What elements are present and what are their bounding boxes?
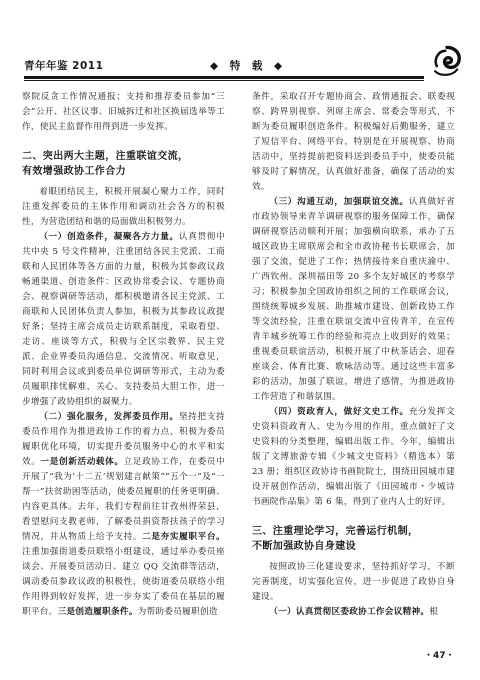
left-column (22, 90, 225, 620)
subheading: （四）资政育人，做好文史工作。 (269, 407, 409, 417)
section-heading-2: 二、突出两大主题，注重联谊交流， 有效增强政协工作合力 (22, 151, 189, 177)
paragraph: 条件，采取召开专题协商会、政情通报会、联委视察、跨界别视察、列席主席会、常委会等形式，不断为委员履职创造条件。积极编好后勤服务，建立了短信平台、网络平台，特别是在开展视察、协商活动中，坚持提前把资料送到委员手中，使委员能够及时了解情况，认真做好准备，确保了活动的实效。 (252, 92, 455, 192)
paragraph: 着眼团结民主，积极开展凝心聚力工作，同时注重发挥委员的主体作用和调动社会各方的积极性，为营造团结和谐的局面做出积极努力。 (22, 187, 225, 227)
subheading: （一）创造条件，凝聚各方力量。 (39, 232, 179, 242)
paragraph: （四）资政育人，做好文史工作。充分发挥文史资料资政育人、史为今用的作用，重点做好了文史资料的分类整理，编辑出版工作。今年，编辑出版了文博旅游专辑《少城文史资料》（精选本）第 23 册；组织区政协诗书画院院士，围绕田园城市建设开展创作活动，编辑出版了《田园城市・少城诗书画院作品集》第 6 集，得到了业内人士的好评。 (252, 407, 455, 507)
section-title: ◆ 特 载 ◆ (210, 60, 287, 72)
page-number: ・47・ (424, 651, 455, 661)
subheading: （二）强化服务，发挥委员作用。 (39, 412, 179, 422)
swirl-logo-icon (430, 44, 464, 78)
journal-title: 青年年鉴 2011 (24, 60, 104, 72)
paragraph: （三）沟通互动，加强联谊交流。认真做好省市政协领导来青羊调研视察的服务保障工作，确保调研视察活动顺利开展；加强横向联系，承办了五城区政协主席联席会和全市政协秘书长联席会，加强了交流，促进了工作；热情接待来自重庆渝中、广西钦州、深圳福田等 20 多个友好城区的考察学习；积极参加全国政协组织之间的工作联席会议，围绕统筹城乡发展、助推城市建设、创新政协工作等交流经验，注重在联谊交流中宣传青羊，在宣传青羊城乡统筹工作的经验和亮点上收到好的效果；重视委员联谊活动，积极开展了中秋茶话会、迎春座谈会、体育比赛、歌咏活动等。通过这些丰富多彩的活动，加强了联谊，增进了感情，为推进政协工作营造了和谐氛围。 (252, 197, 455, 402)
subheading: （一）认真贯彻区委政协工作会议精神。 (269, 607, 430, 617)
paragraph: （一）认真贯彻区委政协工作会议精神。根 (269, 607, 439, 617)
paragraph: 察院反贪工作情况通报；支持和推荐委员参加“三会”公开、社区议事、旧城拆迁和社区换届选举等工作，使民主监督作用得到进一步发挥。 (22, 92, 225, 132)
subheading: （三）沟通互动，加强联谊交流。 (269, 197, 409, 207)
header-rule-thin (24, 80, 424, 81)
paragraph: 按照政协三化建设要求，坚持抓好学习，不断完善制度，切实强化宣传，进一步促进了政协自身建设。 (252, 562, 455, 602)
running-header (24, 52, 460, 82)
paragraph: （二）强化服务，发挥委员作用。坚持把支持委员作用作为推进政协工作的着力点，积极为委员履职优化环境，切实提升委员服务中心的水平和实效。一是创新活动载体。立足政协工作，在委员中开展了“我为‘十二五’规划建言献策”“五个一”及“一帮一”扶贫助困等活动，使委员履职的任务更明确、内容更具体。去年，我们专程前往甘孜州得荣县，看望慰问支教老师，了解委员捐资帮扶孩子的学习情况，并从物质上给予支持。二是夯实履职平台。注重加强街道委员联络小组建设，通过举办委员座谈会、开展委员活动日、建立 QQ 交流群等活动，调动委员参政议政的积极性，使街道委员联络小组作用得到较好发挥，进一步夯实了委员在基层的履职平台。三是创造履职条件。为帮助委员履职创造 (22, 412, 225, 617)
header-rule-thick (24, 76, 424, 79)
section-heading-3: 三、注重理论学习，完善运行机制， 不断加强政协自身建设 (252, 526, 419, 552)
paragraph: （一）创造条件，凝聚各方力量。认真贯彻中共中央 5 号文件精神，注重团结各民主党派、工商联和人民团体等各方面的力量，积极为其参政议政畅通渠道、创造条件：区政协常委会议、专题协商会、视察调研等活动，都积极邀请各民主党派、工商联和人民团体负责人参加，积极为其参政议政提好条；坚持主席会成员走访联系制度，采取看望、走访、座谈等方式，积极与全区宗教界、民主党派、企业界委员沟通信息、交流情况、听取意见，同时利用会议或到委员单位调研等形式，主动为委员履职排忧解难，关心、支持委员大胆工作，进一步增强了政协组织的凝聚力。 (22, 232, 225, 407)
right-column (252, 90, 455, 620)
